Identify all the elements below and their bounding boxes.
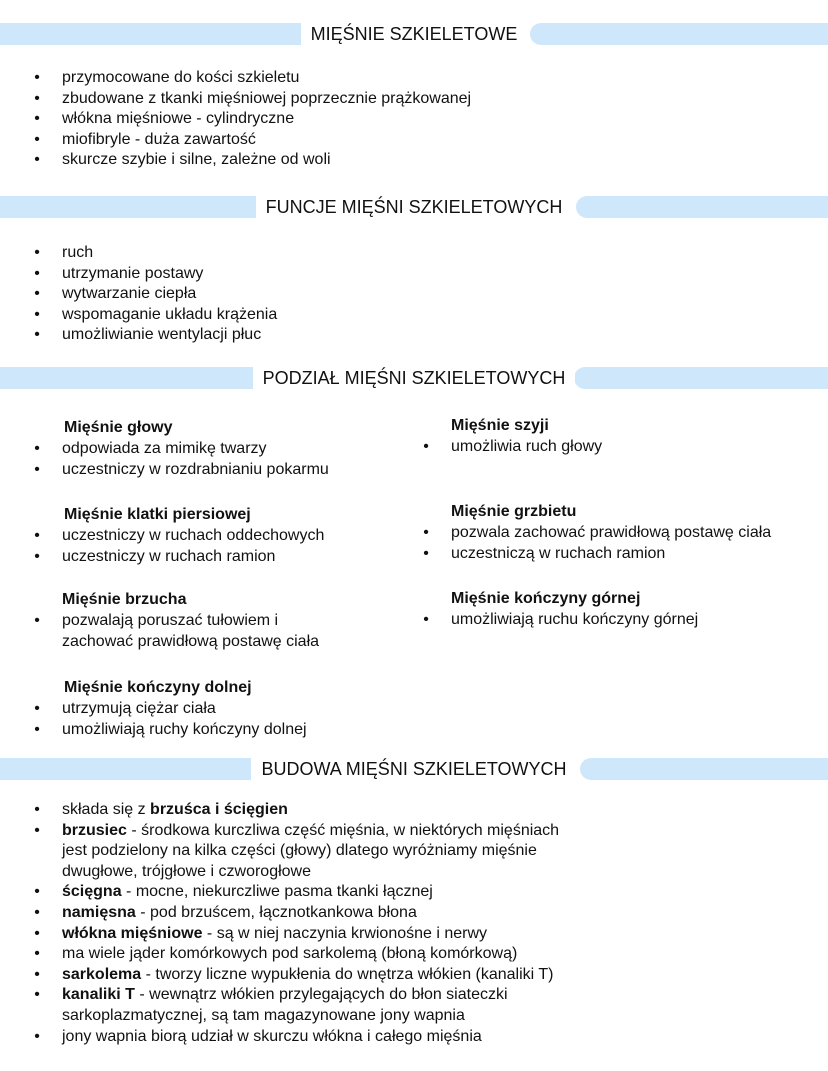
group-miesnie-glowy <box>32 418 329 480</box>
list-item: • utrzymują ciężar ciała <box>34 700 216 717</box>
section-header-miesnie <box>0 23 828 45</box>
section-title: FUNCJE MIĘŚNI SZKIELETOWYCH <box>256 196 573 218</box>
list-item: • uczestniczy w ruchach ramion <box>34 547 276 565</box>
group-miesnie-konczyny-gornej <box>421 589 698 631</box>
group-title: Mięśnie grzbietu <box>451 503 577 520</box>
list-item: • umożliwiają ruchy kończyny dolnej <box>34 720 307 738</box>
list-item: • ruch <box>34 244 94 261</box>
section-header-funkcje <box>0 196 828 218</box>
list-item: • namięsna - pod brzuścem, łącznotkankowa błona <box>34 903 417 921</box>
group-miesnie-brzucha <box>32 590 319 652</box>
list-item: • włókna mięśniowe - cylindryczne <box>34 110 295 128</box>
list-item: • miofibryle - duża zawartość <box>34 130 256 148</box>
list-item: • zbudowane z tkanki mięśniowej poprzecznie prążkowanej <box>34 89 472 107</box>
list-item: zachować prawidłową postawę ciała <box>62 632 320 650</box>
list-item: • umożliwiają ruchu kończyny górnej <box>423 611 699 628</box>
list-miesnie <box>32 68 471 171</box>
list-funkcje <box>32 243 277 346</box>
list-item: jest podzielony na kilka części (głowy) dlatego wyróżniamy mięśnie <box>62 842 537 860</box>
list-item: • kanaliki T - wewnątrz włókien przylegających do błon siateczki <box>34 986 508 1004</box>
group-title: Mięśnie klatki piersiowej <box>64 506 251 523</box>
list-item: • wytwarzanie ciepła <box>34 285 197 303</box>
list-item: • ścięgna - mocne, niekurczliwe pasma tkanki łącznej <box>34 883 433 901</box>
list-item: • utrzymanie postawy <box>34 264 204 282</box>
list-item: • uczestniczą w ruchach ramion <box>423 544 666 562</box>
list-budowa <box>32 800 672 1047</box>
list-item: • umożliwianie wentylacji płuc <box>34 326 262 344</box>
list-item: • wspomaganie układu krążenia <box>34 305 278 323</box>
group-title: Mięśnie szyji <box>451 417 549 434</box>
list-item: • włókna mięśniowe - są w niej naczynia krwionośne i nerwy <box>34 924 488 942</box>
section-title: BUDOWA MIĘŚNI SZKIELETOWYCH <box>251 758 576 780</box>
group-miesnie-szyji <box>421 416 602 458</box>
list-item: dwugłowe, trójgłowe i czworogłowe <box>62 862 312 880</box>
list-item: • odpowiada za mimikę twarzy <box>34 440 267 457</box>
list-item: • przymocowane do kości szkieletu <box>34 69 300 86</box>
group-miesnie-klatki <box>32 505 324 567</box>
list-item: sarkoplazmatycznej, są tam magazynowane jony wapnia <box>62 1006 465 1024</box>
list-item: • skurcze szybie i silne, zależne od woli <box>34 151 331 169</box>
group-title: Mięśnie kończyny dolnej <box>64 679 252 696</box>
group-miesnie-konczyny-dolnej <box>32 678 307 740</box>
section-header-podzial <box>0 367 828 389</box>
group-miesnie-grzbietu <box>421 502 771 564</box>
list-item: • uczestniczy w rozdrabnianiu pokarmu <box>34 460 329 478</box>
group-title: Mięśnie głowy <box>64 419 173 436</box>
list-item: • uczestniczy w ruchach oddechowych <box>34 527 325 544</box>
list-item: • brzusiec - środkowa kurczliwa część mięśnia, w niektórych mięśniach <box>34 821 560 839</box>
section-title: PODZIAŁ MIĘŚNI SZKIELETOWYCH <box>253 367 576 389</box>
section-title: MIĘŚNIE SZKIELETOWE <box>301 23 528 45</box>
list-item: • sarkolema - tworzy liczne wypukłenia do wnętrza włókien (kanaliki T) <box>34 965 554 983</box>
group-title: Mięśnie kończyny górnej <box>451 590 641 607</box>
list-item: • pozwalają poruszać tułowiem i <box>34 612 279 629</box>
section-header-budowa <box>0 758 828 780</box>
list-item: • jony wapnia biorą udział w skurczu włókna i całego mięśnia <box>34 1027 482 1045</box>
list-item: • ma wiele jąder komórkowych pod sarkolemą (błoną komórkową) <box>34 945 518 963</box>
list-item: • składa się z brzuśca i ścięgien <box>34 801 288 818</box>
list-item: • pozwala zachować prawidłową postawę ciała <box>423 524 772 541</box>
group-title: Mięśnie brzucha <box>62 591 187 608</box>
list-item: • umożliwia ruch głowy <box>423 438 603 455</box>
